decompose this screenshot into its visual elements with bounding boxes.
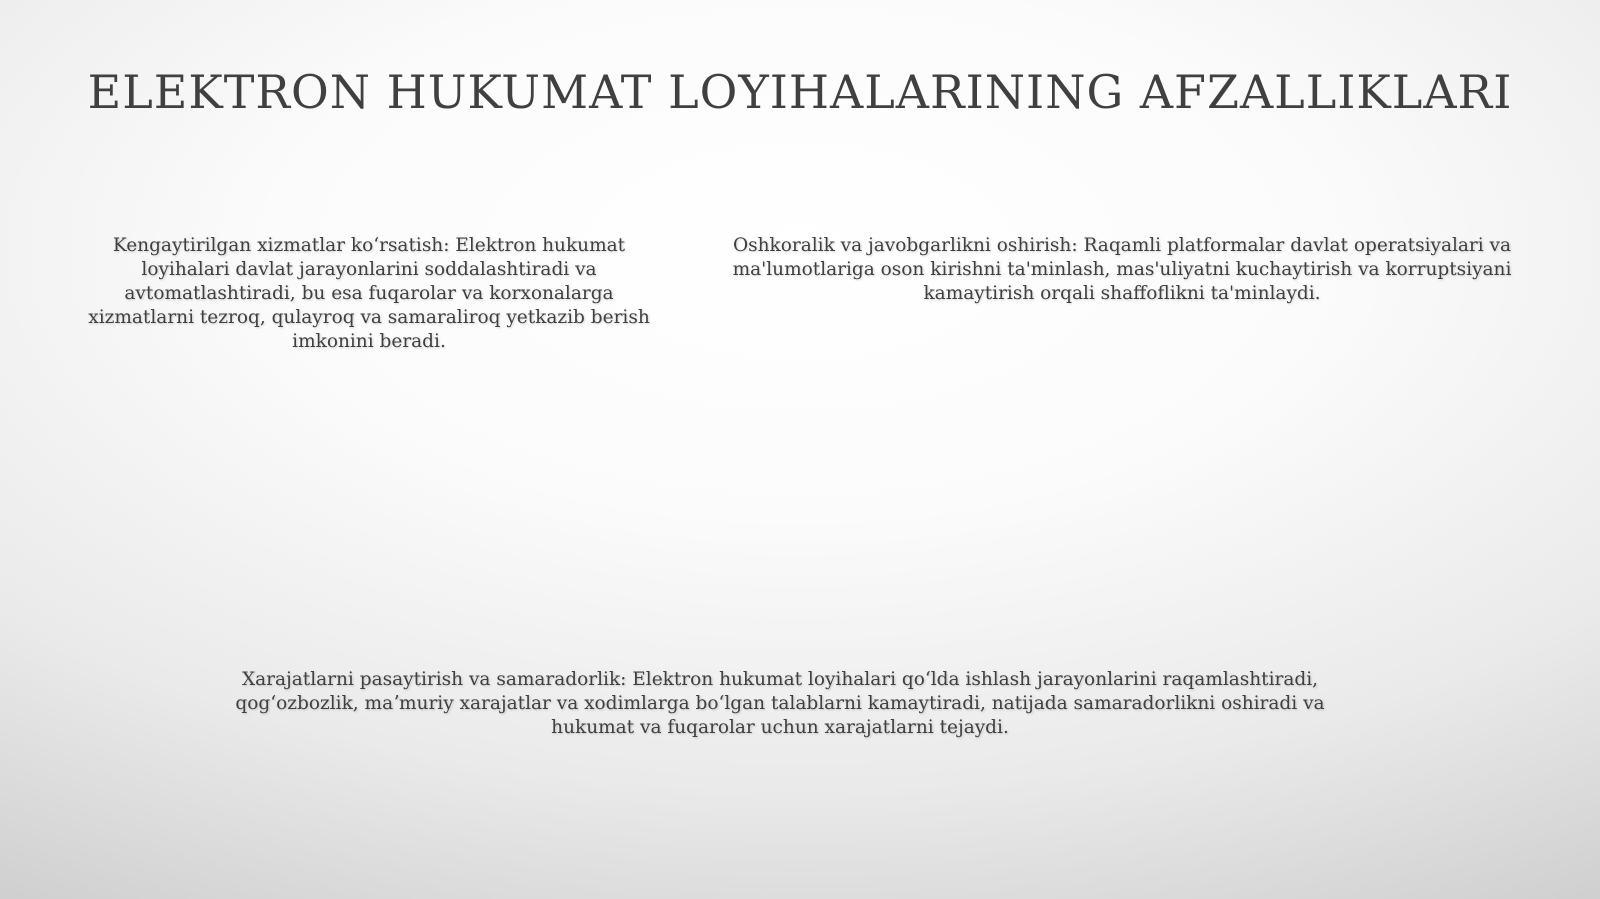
benefit-services-text: Kengaytirilgan xizmatlar koʻrsatish: Elektron hukumat loyihalari davlat jarayonlarini soddalashtiradi va avtomatlashtiradi, bu esa fuqarolar va korxonalarga xizmatlarni tezroq, qulayroq va samaraliroq yetkazib berish imkonini beradi. xyxy=(88,235,650,352)
benefit-cost-reduction-text: Xarajatlarni pasaytirish va samaradorlik: Elektron hukumat loyihalari qoʻlda ishlash jarayonlarini raqamlashtiradi, qogʻozbozlik, maʼmuriy xarajatlar va xodimlarga boʻlgan talablarni kamaytiradi, natijada samaradorlikni oshiradi va hukumat va fuqarolar uchun xarajatlarni tejaydi. xyxy=(235,669,1325,738)
slide-title: ELEKTRON HUKUMAT LOYIHALARINING AFZALLIKLARI xyxy=(87,65,1513,119)
benefit-transparency-text: Oshkoralik va javobgarlikni oshirish: Raqamli platformalar davlat operatsiyalari va ma'lumotlariga oson kirishni ta'minlash, mas'uliyatni kuchaytirish va korruptsiyani kamaytirish orqali shaffoflikni ta'minlaydi. xyxy=(732,235,1512,304)
